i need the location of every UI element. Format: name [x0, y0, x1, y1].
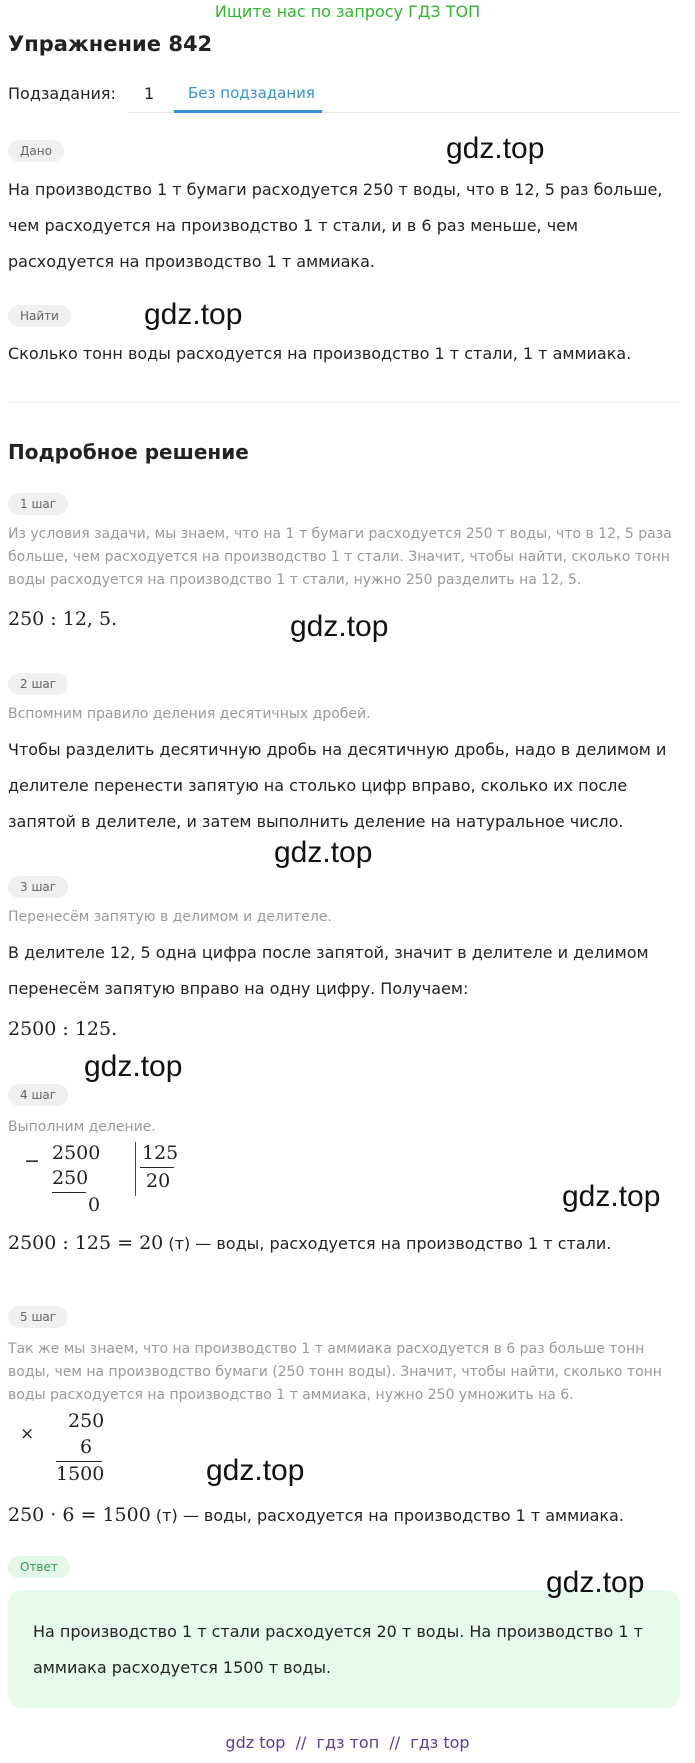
division-underline [52, 1192, 86, 1193]
multiplication-underline [56, 1461, 102, 1462]
division-bar [135, 1142, 136, 1196]
page-title: Упражнение 842 [8, 32, 213, 56]
given-line-2: чем расходуется на производство 1 т стали, и в 6 раз меньше, чем [8, 216, 579, 235]
subtasks-label: Подзадания: [8, 84, 116, 103]
step-4-result-math: 2500 : 125 = 20 [8, 1232, 164, 1254]
step-3-line-1: В делителе 12, 5 одна цифра после запятой, значит в делителе и делимом [8, 943, 649, 962]
multiplier: 6 [80, 1436, 93, 1458]
step-3-pill: 3 шаг [8, 876, 68, 898]
watermark: gdz.top [274, 836, 373, 869]
division-dividend: 2500 [52, 1142, 101, 1164]
watermark: gdz.top [546, 1566, 645, 1599]
step-1-line-1: Из условия задачи, мы знаем, что на 1 т бумаги расходуется 250 т воды, что в 12, 5 раза [8, 526, 672, 542]
step-4-result-text: (т) — воды, расходуется на производство 1 т стали. [168, 1234, 612, 1253]
step-1-pill: 1 шаг [8, 493, 68, 515]
answer-line-2: аммиака расходуется 1500 т воды. [33, 1658, 332, 1677]
given-pill: Дано [8, 140, 64, 162]
step-5-pill: 5 шаг [8, 1306, 68, 1328]
tab-no-subtask[interactable]: Без подзадания [188, 84, 315, 102]
step-5-result-math: 250 · 6 = 1500 [8, 1504, 151, 1526]
division-minus-sign: − [24, 1150, 40, 1172]
step-2-line-3: запятой в делителе, и затем выполнить деление на натуральное число. [8, 812, 624, 831]
find-line-1: Сколько тонн воды расходуется на производство 1 т стали, 1 т аммиака. [8, 344, 632, 363]
step-5-line-2: воды, чем на производство бумаги (250 тонн воды). Значит, чтобы найти, сколько тонн [8, 1364, 662, 1380]
step-2-line-2: делителе перенести запятую на столько цифр вправо, сколько их после [8, 776, 628, 795]
step-1-expression: 250 : 12, 5. [8, 608, 118, 630]
division-subtrahend: 250 [52, 1167, 89, 1189]
watermark: gdz.top [562, 1180, 661, 1213]
division-quotient: 20 [146, 1170, 171, 1192]
top-banner[interactable]: Ищите нас по запросу ГДЗ ТОП [214, 2, 481, 21]
given-line-3: расходуется на производство 1 т аммиака. [8, 252, 375, 271]
step-5-line-3: воды расходуется на производство 1 т аммиака, нужно 250 умножить на 6. [8, 1387, 574, 1403]
multiplication-sign: × [20, 1424, 35, 1444]
solution-title: Подробное решение [8, 440, 249, 464]
step-4-result [8, 1232, 611, 1254]
step-1-line-3: воды расходуется на производство 1 т стали, нужно 250 разделить на 12, 5. [8, 572, 582, 588]
find-pill: Найти [8, 305, 71, 327]
step-3-muted: Перенесём запятую в делимом и делителе. [8, 909, 332, 925]
step-3-expression: 2500 : 125. [8, 1018, 118, 1040]
product: 1500 [56, 1463, 105, 1485]
section-divider [8, 402, 680, 403]
tab-subtask-1[interactable]: 1 [144, 84, 155, 103]
watermark: gdz.top [206, 1454, 305, 1487]
footer-links[interactable]: gdz top // гдз топ // гдз top [225, 1733, 470, 1752]
watermark: gdz.top [290, 610, 389, 643]
given-line-1: На производство 1 т бумаги расходуется 250 т воды, что в 12, 5 раз больше, [8, 180, 663, 199]
division-divisor: 125 [142, 1142, 179, 1164]
step-2-muted: Вспомним правило деления десятичных дробей. [8, 706, 371, 722]
divisor-underline [140, 1167, 174, 1168]
step-2-line-1: Чтобы разделить десятичную дробь на десятичную дробь, надо в делимом и [8, 740, 667, 759]
division-remainder: 0 [88, 1194, 101, 1216]
watermark: gdz.top [84, 1050, 183, 1083]
answer-pill: Ответ [8, 1556, 70, 1578]
step-5-result-text: (т) — воды, расходуется на производство 1 т аммиака. [155, 1506, 624, 1525]
watermark: gdz.top [144, 298, 243, 331]
multiplicand: 250 [68, 1410, 105, 1432]
step-4-pill: 4 шаг [8, 1084, 68, 1106]
active-tab-indicator [174, 110, 322, 113]
step-2-pill: 2 шаг [8, 673, 68, 695]
step-1-line-2: больше, чем расходуется на производство 1 т стали. Значит, чтобы найти, сколько тонн [8, 549, 670, 565]
step-5-line-1: Так же мы знаем, что на производство 1 т аммиака расходуется в 6 раз больше тонн [8, 1341, 645, 1357]
step-5-result [8, 1504, 624, 1526]
answer-line-1: На производство 1 т стали расходуется 20 т воды. На производство 1 т [33, 1622, 643, 1641]
watermark: gdz.top [446, 132, 545, 165]
step-4-muted: Выполним деление. [8, 1119, 156, 1135]
step-3-line-2: перенесём запятую вправо на одну цифру. Получаем: [8, 979, 469, 998]
